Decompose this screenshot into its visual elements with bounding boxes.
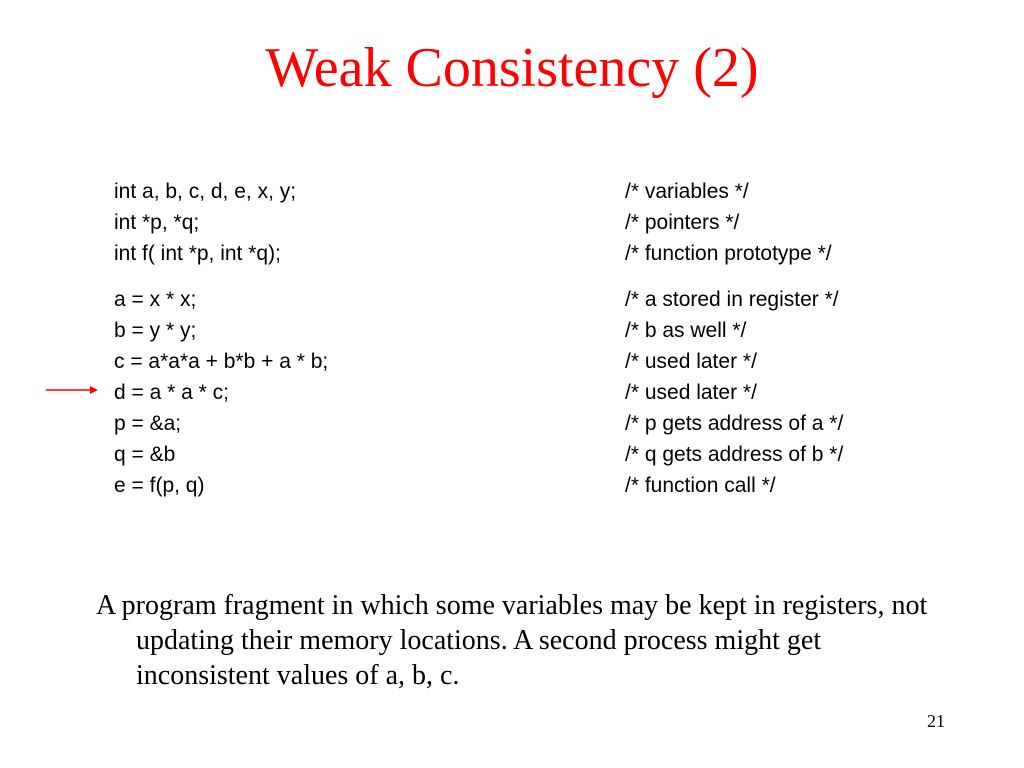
code-comment: /* function call */ bbox=[625, 474, 776, 497]
code-line bbox=[114, 439, 914, 470]
code-statement: q = &b bbox=[114, 443, 176, 466]
code-comment: /* a stored in register */ bbox=[625, 288, 839, 311]
code-comment: /* function prototype */ bbox=[625, 242, 832, 265]
code-comment: /* b as well */ bbox=[625, 319, 747, 342]
code-line bbox=[114, 284, 914, 315]
slide-caption: A program fragment in which some variables may be kept in registers, not updating their memory locations. A second process might get inconsistent values of a, b, c. bbox=[96, 590, 928, 691]
arrow-head bbox=[90, 386, 98, 394]
code-line bbox=[114, 470, 914, 501]
code-statement: b = y * y; bbox=[114, 319, 197, 342]
page-number: 21 bbox=[927, 711, 945, 731]
code-group-divider bbox=[114, 269, 914, 284]
code-comment: /* p gets address of a */ bbox=[625, 412, 844, 435]
code-comment: /* pointers */ bbox=[625, 211, 740, 234]
code-statement: int *p, *q; bbox=[114, 211, 200, 234]
code-line bbox=[114, 346, 914, 377]
code-statement: p = &a; bbox=[114, 412, 182, 435]
code-line bbox=[114, 315, 914, 346]
code-comment: /* variables */ bbox=[625, 180, 749, 203]
code-statement: int f( int *p, int *q); bbox=[114, 242, 281, 265]
code-listing bbox=[114, 176, 914, 501]
code-comment: /* used later */ bbox=[625, 350, 757, 373]
code-line bbox=[114, 238, 914, 269]
code-line bbox=[114, 176, 914, 207]
slide-title: Weak Consistency (2) bbox=[265, 37, 759, 99]
right-arrow-icon bbox=[46, 383, 98, 397]
code-statement: int a, b, c, d, e, x, y; bbox=[114, 180, 297, 203]
code-line bbox=[114, 207, 914, 238]
code-statement: c = a*a*a + b*b + a * b; bbox=[114, 350, 329, 373]
code-comment: /* used later */ bbox=[625, 381, 757, 404]
code-comment: /* q gets address of b */ bbox=[625, 443, 844, 466]
code-statement: d = a * a * c; bbox=[114, 381, 229, 404]
code-statement: a = x * x; bbox=[114, 288, 197, 311]
code-line bbox=[114, 408, 914, 439]
code-line-highlighted bbox=[114, 377, 914, 408]
code-statement: e = f(p, q) bbox=[114, 474, 205, 497]
